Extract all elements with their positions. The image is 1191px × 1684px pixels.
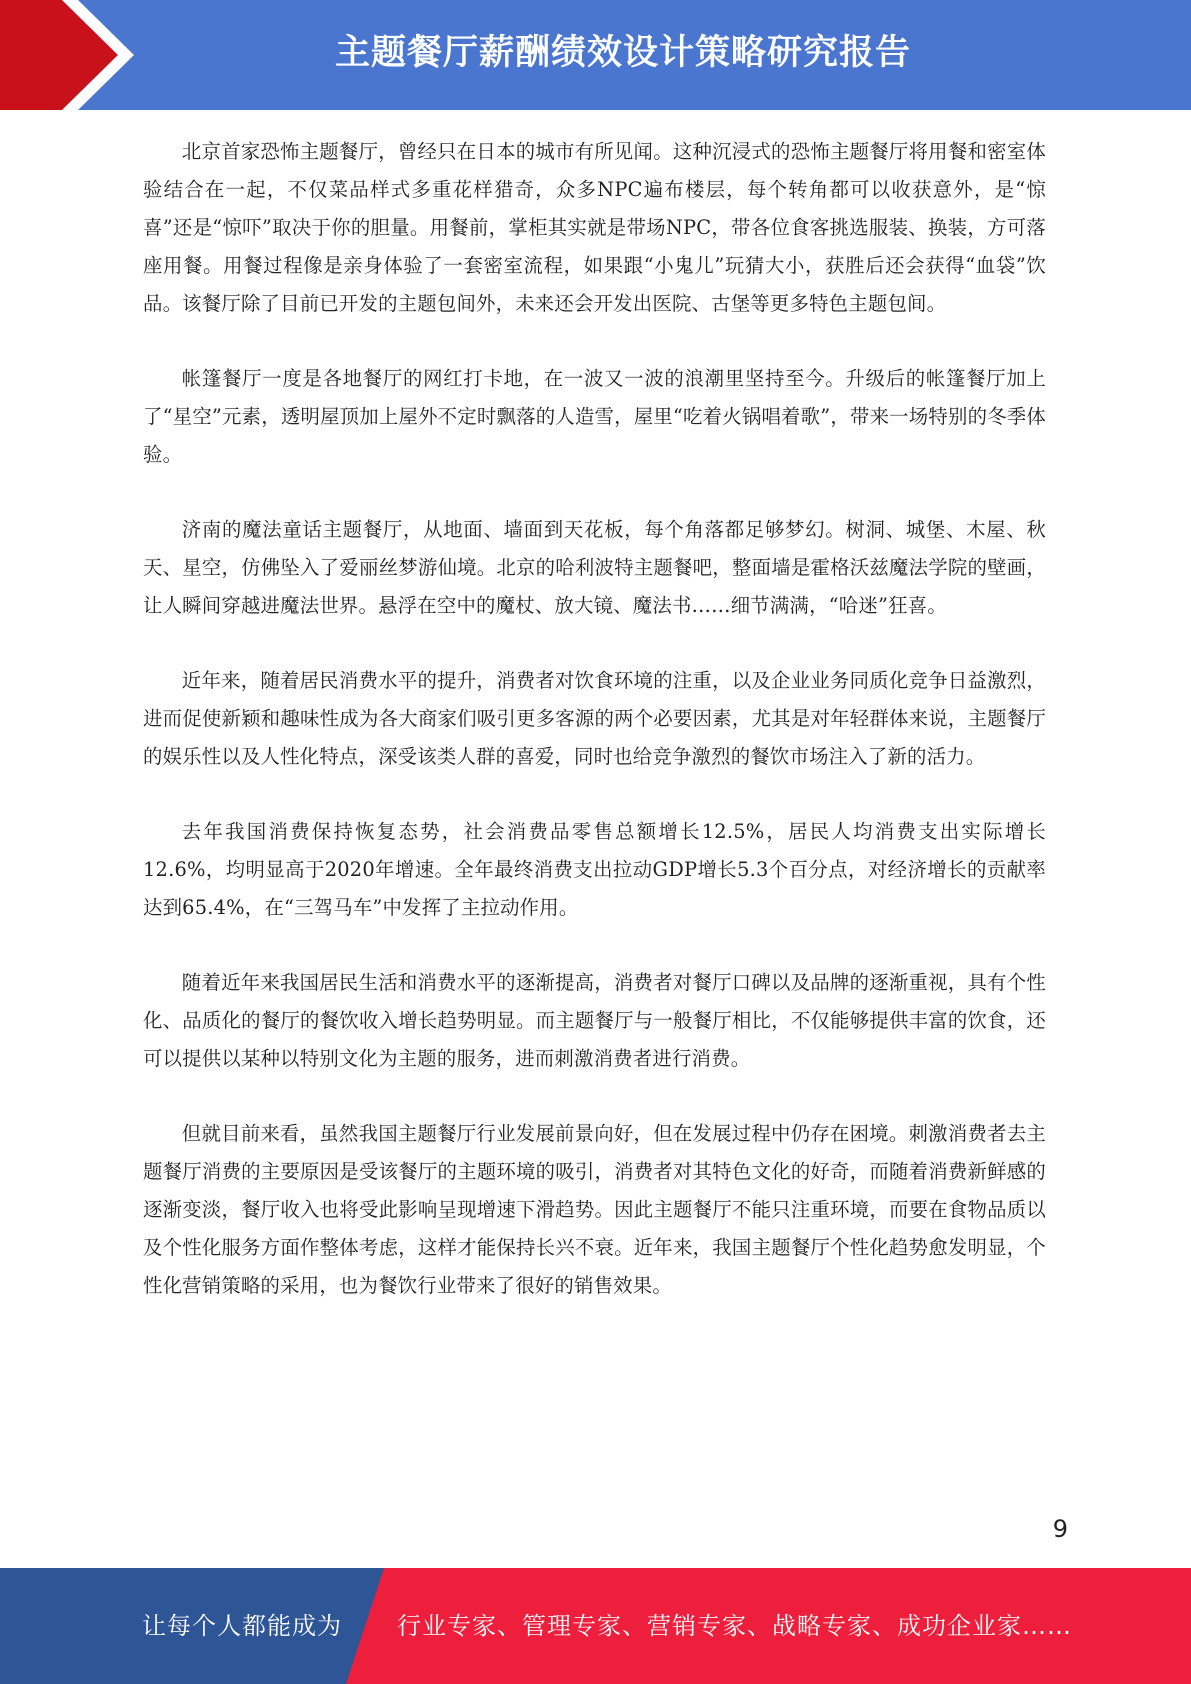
- paragraph-horror-restaurant: 北京首家恐怖主题餐厅，曾经只在日本的城市有所见闻。这种沉浸式的恐怖主题餐厅将用餐和密室体验结合在一起，不仅菜品样式多重花样猎奇，众多NPC遍布楼层，每个转角都可以收获意外，是“惊喜”还是“惊吓”取决于你的胆量。用餐前，掌柜其实就是带场NPC，带各位食客挑选服装、换装，方可落座用餐。用餐过程像是亲身体验了一套密室流程，如果跟“小鬼儿”玩猜大小，获胜后还会获得“血袋”饮品。该餐厅除了目前已开发的主题包间外，未来还会开发出医院、古堡等更多特色主题包间。: [143, 140, 1046, 315]
- footer-slogan-left: 让每个人都能成为: [142, 1612, 342, 1640]
- main-content: [143, 133, 1046, 1342]
- page-number: 9: [1052, 1515, 1068, 1543]
- paragraph-market-trend: 近年来，随着居民消费水平的提升，消费者对饮食环境的注重，以及企业业务同质化竞争日益激烈，进而促使新颖和趣味性成为各大商家们吸引更多客源的两个必要因素，尤其是对年轻群体来说，主题餐厅的娱乐性以及人性化特点，深受该类人群的喜爱，同时也给竞争激烈的餐饮市场注入了新的活力。: [143, 669, 1046, 768]
- header-arrow-decoration: [0, 0, 150, 110]
- paragraph-challenges: 但就目前来看，虽然我国主题餐厅行业发展前景向好，但在发展过程中仍存在困境。刺激消费者去主题餐厅消费的主要原因是受该餐厅的主题环境的吸引，消费者对其特色文化的好奇，而随着消费新鲜感的逐渐变淡，餐厅收入也将受此影响呈现增速下滑趋势。因此主题餐厅不能只注重环境，而要在食物品质以及个性化服务方面作整体考虑，这样才能保持长兴不衰。近年来，我国主题餐厅个性化趋势愈发明显，个性化营销策略的采用，也为餐饮行业带来了很好的销售效果。: [143, 1122, 1046, 1297]
- page-header: [0, 0, 1191, 110]
- page-footer: [0, 1568, 1191, 1684]
- report-title: 主题餐厅薪酬绩效设计策略研究报告: [334, 33, 911, 73]
- paragraph-consumption-stats: 去年我国消费保持恢复态势，社会消费品零售总额增长12.5%，居民人均消费支出实际增长12.6%，均明显高于2020年增速。全年最终消费支出拉动GDP增长5.3个百分点，对经济增长的贡献率达到65.4%，在“三驾马车”中发挥了主拉动作用。: [143, 820, 1046, 919]
- footer-slogan-right: 行业专家、管理专家、营销专家、战略专家、成功企业家……: [397, 1612, 1072, 1640]
- paragraph-magic-restaurant: 济南的魔法童话主题餐厅，从地面、墙面到天花板，每个角落都足够梦幻。树洞、城堡、木屋、秋天、星空，仿佛坠入了爱丽丝梦游仙境。北京的哈利波特主题餐吧，整面墙是霍格沃兹魔法学院的壁画，让人瞬间穿越进魔法世界。悬浮在空中的魔杖、放大镜、魔法书……细节满满，“哈迷”狂喜。: [143, 518, 1046, 617]
- paragraph-personalization: 随着近年来我国居民生活和消费水平的逐渐提高，消费者对餐厅口碑以及品牌的逐渐重视，具有个性化、品质化的餐厅的餐饮收入增长趋势明显。而主题餐厅与一般餐厅相比，不仅能够提供丰富的饮食，还可以提供以某种以特别文化为主题的服务，进而刺激消费者进行消费。: [143, 971, 1046, 1070]
- paragraph-tent-restaurant: 帐篷餐厅一度是各地餐厅的网红打卡地，在一波又一波的浪潮里坚持至今。升级后的帐篷餐厅加上了“星空”元素，透明屋顶加上屋外不定时飘落的人造雪，屋里“吃着火锅唱着歌”，带来一场特别的冬季体验。: [143, 367, 1046, 466]
